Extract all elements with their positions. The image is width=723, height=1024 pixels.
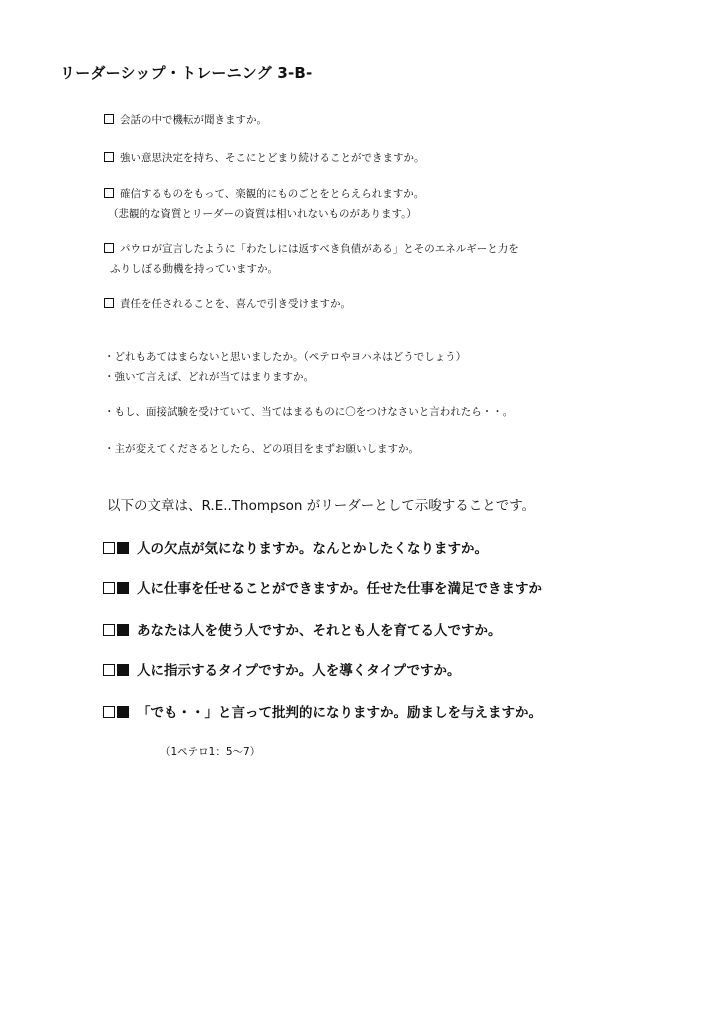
checkbox-icon <box>104 188 114 198</box>
checklist-item <box>104 112 267 127</box>
checklist-item-text: 責任を任されることを、喜んで引き受けますか。 <box>120 298 351 310</box>
checkbox-icon <box>104 114 114 124</box>
thompson-item <box>103 659 460 679</box>
thompson-item-text: あなたは人を使う人ですか、それとも人を育てる人ですか。 <box>137 623 502 639</box>
thompson-item <box>103 537 488 557</box>
black-square-icon <box>117 624 129 636</box>
checklist-item <box>104 150 425 165</box>
thompson-item <box>103 577 542 597</box>
thompson-item-text: 「でも・・」と言って批判的になりますか。励ましを与えますか。 <box>137 705 542 721</box>
question-line: ・どれもあてはまらないと思いましたか。（ペテロやヨハネはどうでしょう） <box>104 351 467 363</box>
checkbox-icon <box>104 152 114 162</box>
checkbox-icon <box>103 542 115 554</box>
black-square-icon <box>117 542 129 554</box>
question-line: ・主が変えてくださるとしたら、どの項目をまずお願いしますか。 <box>104 443 419 455</box>
checkbox-icon <box>103 624 115 636</box>
black-square-icon <box>117 664 129 676</box>
question-line: ・もし、面接試験を受けていて、当てはまるものに〇をつけなさいと言われたら・・。 <box>104 406 514 418</box>
checklist-item <box>104 186 424 201</box>
thompson-item-text: 人に指示するタイプですか。人を導くタイプですか。 <box>137 663 461 679</box>
checkbox-icon <box>103 582 115 594</box>
checklist-item <box>104 296 351 311</box>
black-square-icon <box>117 706 129 718</box>
black-square-icon <box>117 582 129 594</box>
checkbox-icon <box>103 664 115 676</box>
checklist-item-text: 会話の中で機転が聞きますか。 <box>120 114 267 126</box>
question-line: ・強いて言えば、どれが当てはまりますか。 <box>104 371 314 383</box>
thompson-item-text: 人の欠点が気になりますか。なんとかしたくなりますか。 <box>137 541 488 557</box>
checklist-item-continuation: ふりしぼる動機を持っていますか。 <box>110 263 278 275</box>
checkbox-icon <box>104 243 114 253</box>
thompson-item <box>103 701 542 721</box>
checkbox-icon <box>103 706 115 718</box>
page-title: リーダーシップ・トレーニング 3-B- <box>60 64 313 82</box>
scripture-reference: （1ペテロ1：5～7） <box>160 746 261 758</box>
thompson-intro: 以下の文章は、R.E..Thompson がリーダーとして示唆することです。 <box>107 498 536 514</box>
thompson-item <box>103 619 502 639</box>
checklist-item-text: 強い意思決定を持ち、そこにとどまり続けることができますか。 <box>120 152 425 164</box>
checklist-item <box>104 241 519 256</box>
checklist-item-text: パウロが宣言したように「わたしには返すべき負債がある」とそのエネルギーと力を <box>120 243 519 255</box>
checklist-item-text: 確信するものをもって、楽観的にものごとをとらえられますか。 <box>120 188 425 200</box>
checkbox-icon <box>104 298 114 308</box>
thompson-item-text: 人に仕事を任せることができますか。任せた仕事を満足できますか <box>137 581 542 597</box>
checklist-item-continuation: （悲観的な資質とリーダーの資質は相いれないものがあります。） <box>108 208 417 220</box>
